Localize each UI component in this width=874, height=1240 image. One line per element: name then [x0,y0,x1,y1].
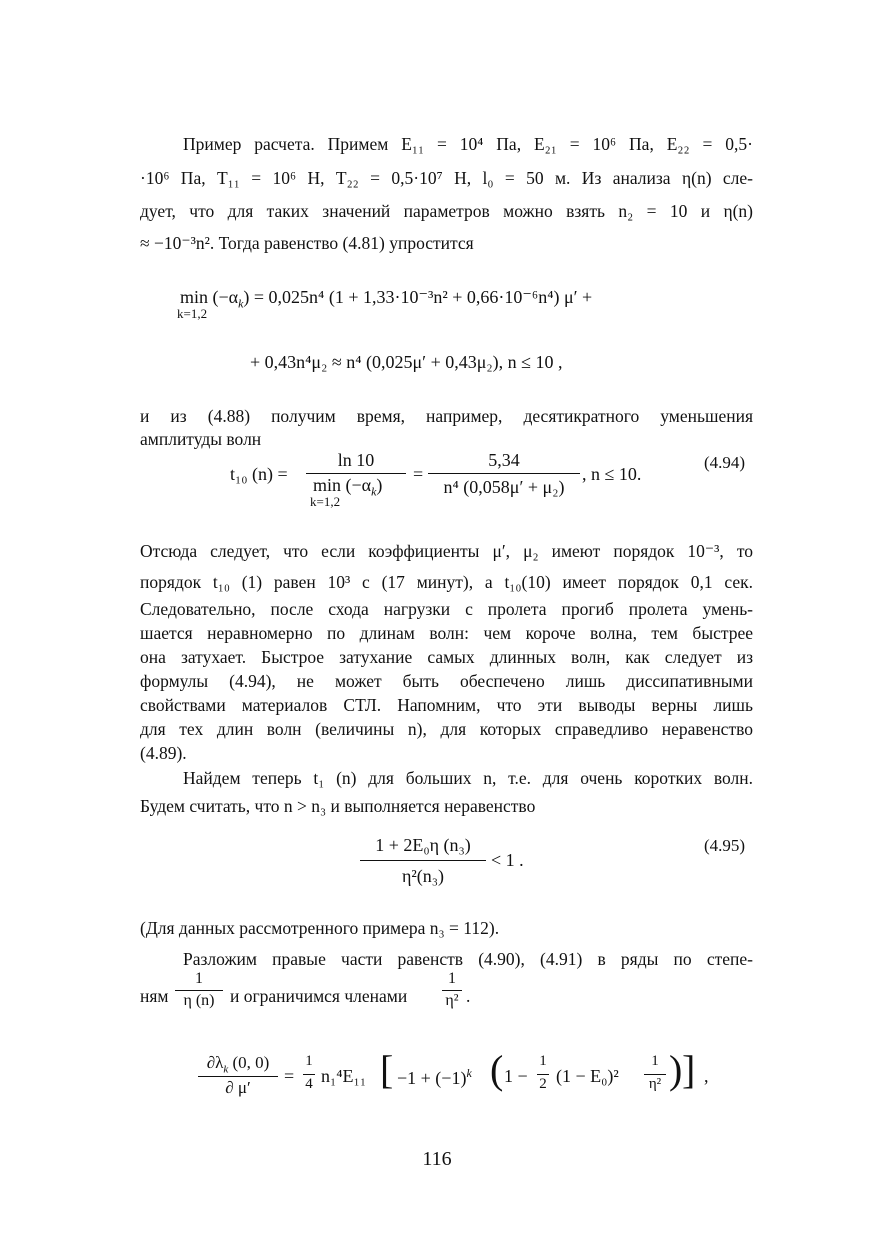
eq494-bar2 [428,473,580,474]
eq-last-eta-den-box [642,1076,668,1093]
eq-last-lhs-den: ∂ μ′ [225,1078,251,1097]
paragraph-3-line-8: для тех длин волн (величины n), для которых справедливо неравенство [140,719,753,739]
eq-last-half-den: 2 [539,1076,547,1092]
eq-last-pow-k: k [466,1066,472,1080]
eq-last-quarter-den-box [302,1076,316,1093]
paragraph-6-line-2-start: ням [140,986,169,1006]
eq494-den2-box [428,477,580,498]
eq1-rhs: = 0,025n⁴ (1 + 1,33·10⁻³n² + 0,66·10⁻⁶n⁴) μ′ + [253,287,593,307]
paragraph-4-line-2: Будем считать, что n > n₃ и выполняется неравенство [140,796,536,816]
eq495-fraction [360,835,486,856]
paragraph-3-line-4: шается неравномерно по длинам волн: чем короче волна, тем быстрее [140,623,753,643]
eq494-lhs: t₁₀ (n) = [230,464,288,484]
eq495-tail: < 1 . [491,850,524,870]
eq-last-eta-frac [642,1053,668,1070]
paragraph-6-end-dot: . [466,986,471,1006]
eq494-tail: , n ≤ 10. [582,464,642,484]
paragraph-4-line-1: Найдем теперь t₁ (n) для больших n, т.е. для очень коротких волн. [183,768,753,788]
inline-frac1-bar [175,990,223,991]
paragraph-6-line-1: Разложим правые части равенств (4.90), (4.91) в ряды по степе- [183,949,753,969]
eq-last-eta-num: 1 [651,1053,659,1069]
eq-last-body1: n₁⁴E₁₁ [321,1066,367,1086]
eq-last-lhs-num [196,1053,280,1075]
inline-fraction-1-den [173,992,225,1010]
paragraph-3-line-1: Отсюда следует, что если коэффициенты μ′, μ₂ имеют порядок 10⁻³, то [140,541,753,561]
eq-last-tail: , [704,1066,709,1086]
inline-frac1-num: 1 [195,970,203,987]
equation-continuation: + 0,43n⁴μ₂ ≈ n⁴ (0,025μ′ + 0,43μ₂), n ≤ 10 , [250,352,563,372]
equation-min-alpha-subscript: k=1,2 [177,306,208,321]
paragraph-2-line-1: и из (4.88) получим время, например, десятикратного уменьшения [140,406,753,426]
inline-frac1-den: η (n) [183,992,215,1009]
eq494-den1-sub: k=1,2 [310,494,341,509]
paragraph-3-line-9: (4.89). [140,743,187,763]
paragraph-3-line-2: порядок t₁₀ (1) равен 10³ с (17 минут), а t₁₀(10) имеет порядок 0,1 сек. [140,572,753,592]
eq494-num1: ln 10 [337,450,375,470]
eq494-eq: = [413,464,424,484]
eq-last-half-bar [537,1074,549,1075]
eq-last-inner3: (1 − E₀)² [556,1066,619,1086]
paragraph-6-line-2-mid: и ограничимся членами [230,986,408,1006]
eq-last-quarter-num: 1 [305,1053,313,1069]
eq1-lhs-k: k [238,296,244,311]
paragraph-3-line-6: формулы (4.94), не может быть обеспечено лишь диссипативными [140,671,753,691]
paragraph-3-line-3: Следовательно, после схода нагрузки с пролета прогиб пролета умень- [140,599,753,619]
eq495-num: 1 + 2E₀η (n₃) [375,835,471,855]
eq-last-eta-bar [644,1074,666,1075]
paragraph-3-line-5: она затухает. Быстрое затухание самых длинных волн, как следует из [140,647,753,667]
inline-frac2-num: 1 [448,970,456,987]
paragraph-5-line-1: (Для данных рассмотренного примера n₃ = 112). [140,918,500,938]
eq495-bar [360,860,486,861]
eq494-den1-close: ) [376,475,383,495]
eq494-den1-text: min (−α [313,475,372,495]
inline-fraction-2-den [440,992,464,1010]
paragraph-1-line-1: Пример расчета. Примем E₁₁ = 10⁴ Па, E₂₁ = 10⁶ Па, E₂₂ = 0,5· [183,134,753,154]
eq-last-right-bracket: ] [682,1047,696,1092]
eq-last-num-args: (0, 0) [228,1053,270,1072]
eq494-den1-k: k [371,484,377,499]
inline-frac2-bar [442,990,462,991]
paragraph-2-line-2: амплитуды волн [140,429,262,449]
paragraph-1-line-3: дует, что для таких значений параметров можно взять n₂ = 10 и η(n) [140,201,753,221]
eq1-lhs-close: ) [243,287,250,307]
eq-last-half [536,1053,550,1070]
eq-last-left-paren: ( [490,1047,504,1092]
eq-last-lhs-bar [198,1076,278,1077]
equation-min-alpha [180,287,592,312]
eq-last-quarter-bar [303,1074,315,1075]
eq-last-num-text: ∂λ [206,1053,224,1072]
eq494-label: (4.94) [704,453,746,472]
eq495-den-box [360,866,486,887]
eq-last-half-num: 1 [539,1053,547,1069]
eq1-lhs: min (−α [180,287,239,307]
eq495-label: (4.95) [704,836,746,855]
eq494-den2: n⁴ (0,058μ′ + μ₂) [443,477,565,497]
inline-fraction-2 [440,970,464,988]
inline-frac2-den: η² [445,992,459,1009]
paragraph-1-line-4: ≈ −10⁻³n². Тогда равенство (4.81) упростится [140,233,474,253]
eq494-fraction-2 [428,450,580,471]
paragraph-1-line-2: ·10⁶ Па, T₁₁ = 10⁶ Н, T₂₂ = 0,5·10⁷ Н, l₀ = 50 м. Из анализа η(n) сле- [140,168,753,188]
eq-last-quarter-den: 4 [305,1076,313,1092]
eq494-num2: 5,34 [488,450,520,470]
eq-last-inner2: 1 − [504,1066,528,1086]
eq-last-inner1-text: −1 + (−1) [397,1068,467,1088]
eq-last-quarter [302,1053,316,1070]
eq-last-lhs-den-box [196,1078,280,1098]
page-number: 116 [422,1148,452,1170]
eq-last-num-k: k [223,1063,229,1076]
eq-last-right-paren: ) [669,1047,683,1092]
inline-fraction-1 [173,970,225,988]
eq494-bar1 [306,473,406,474]
eq494-fraction-1 [305,450,407,471]
eq-last-left-bracket: [ [380,1047,394,1092]
eq-last-half-den-box [536,1076,550,1093]
paragraph-3-line-7: свойствами материалов СТЛ. Напомним, что эти выводы верны лишь [140,695,753,715]
eq495-den: η²(n₃) [401,866,445,886]
eq-last-eta-den: η² [648,1076,662,1092]
eq-last-eq: = [284,1066,295,1086]
eq-last-lhs-fraction [196,1053,280,1075]
eq-last-inner1 [397,1066,472,1089]
